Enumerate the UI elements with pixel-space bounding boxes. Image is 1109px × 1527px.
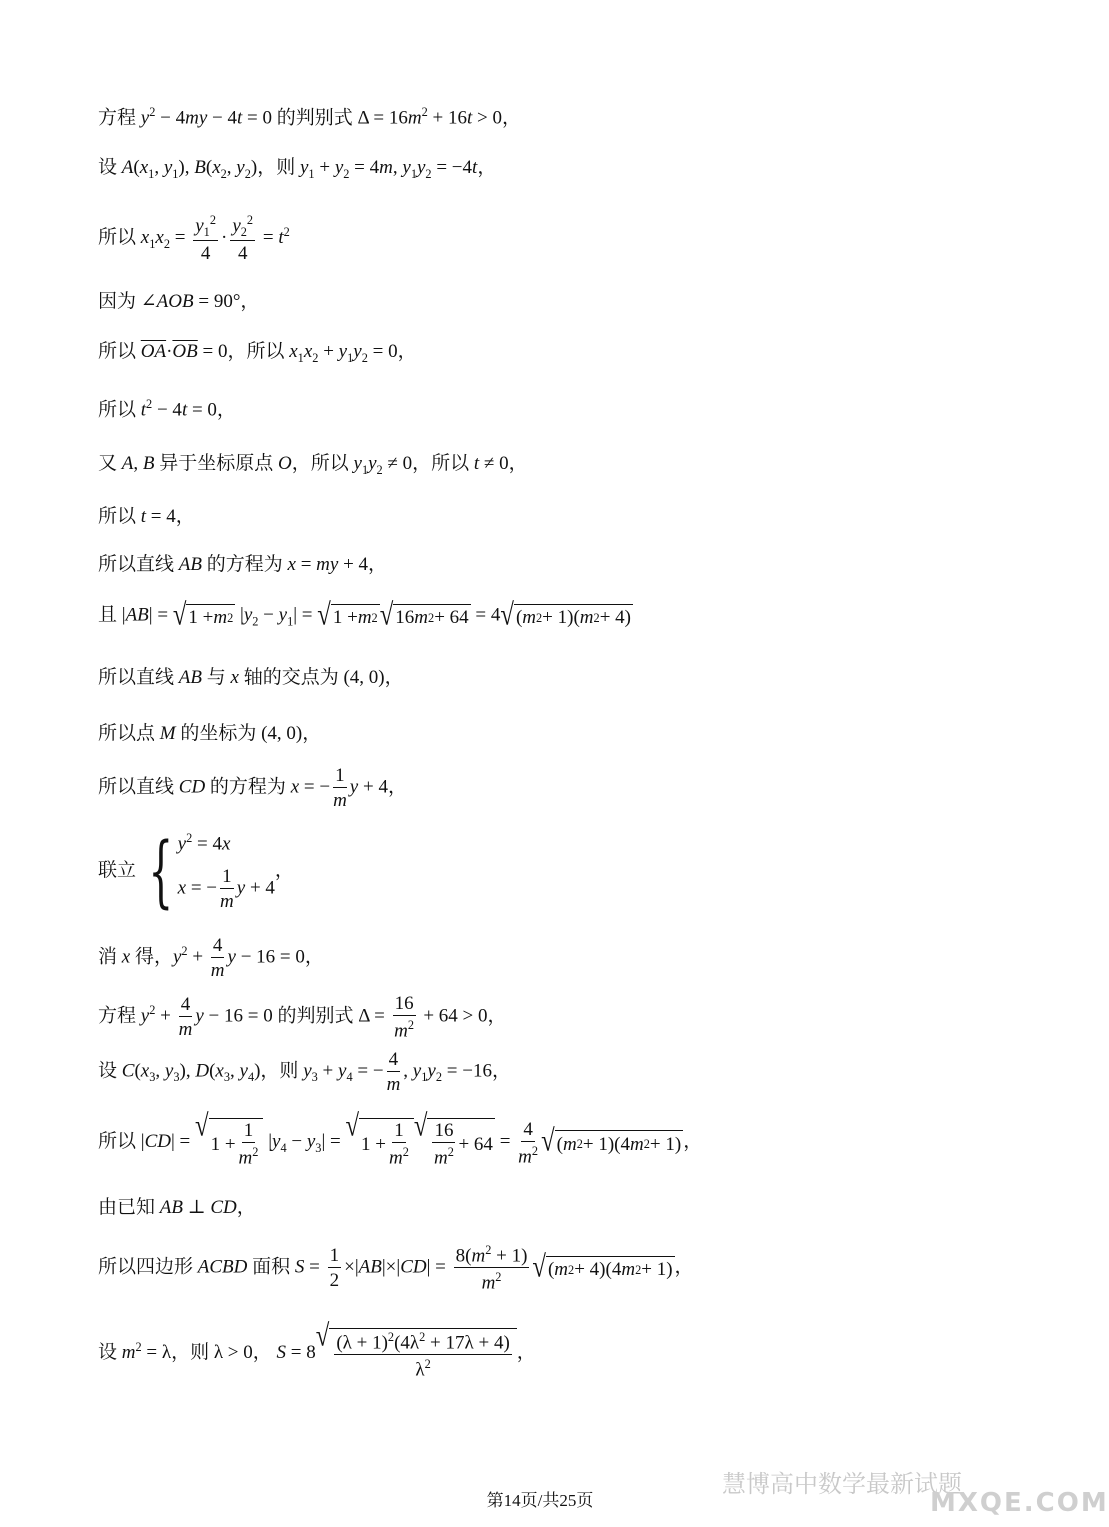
watermark-text: 慧博高中数学最新试题 — [722, 1470, 962, 1498]
line-13: 所以直线 CD 的方程为 x = − $\frac{1}{m}$ y + 4， — [98, 765, 407, 811]
line-18: 所以 |CD| = √ 1 + $\frac{1}{m^2}$ $|y_4 - y_3|$ = √ 1 + $\frac{1}{m^2}$ √ $\frac{16}{m^2}$ + 64 = $\frac{4}{m^2}$ √ ( m 2 + 1)(4 m 2 + 1) ， — [98, 1109, 703, 1169]
line-1: 方程 $y^2 - 4my - 4t = 0$ 的判别式 $\Delta = 16m^2 + 16t > 0$， — [98, 105, 521, 129]
line-14: 联立 { $y^2 = 4x$ x = − $\frac{1}{m}$ y + 4 ， — [98, 826, 294, 917]
line-7: 又 A, B 异于坐标原点 O，所以 $y_1y_2 \ne 0$，所以 t ≠ 0， — [98, 453, 528, 477]
line-20: 所以四边形 ACBD 面积 S = $\frac{1}{2}$ ×|AB|×|CD| = $\frac{8(m^2 + 1)}{m^2}$ √ ( m 2 + 4)(4 m 2 + 1) ， — [98, 1243, 694, 1294]
line-4: 因为 ∠AOB = 90°， — [98, 291, 260, 312]
line-2: 设 $A(x_1$, $y_1$), $B(x_2$, $y_2$)，则 $y_1 + y_2 = 4m$, $y_1y_2 = -4t$， — [98, 157, 497, 181]
line-21: 设 $m^2 = \lambda$，则 λ > 0， S = 8 √ $\frac{(\lambda + 1)^2(4\lambda^2 + 17\lambda + 4)}{\lambda^2}$ ， — [98, 1319, 536, 1381]
line-5: 所以 $\overline{OA}\cdot\overline{OB} = 0$，所以 $x_1x_2 + y_1y_2 = 0$， — [98, 341, 417, 365]
line-9: 所以直线 AB 的方程为 x = my + 4， — [98, 554, 388, 575]
line-19: 由已知 AB ⊥ CD， — [98, 1197, 256, 1218]
line-11: 所以直线 AB 与 x 轴的交点为 (4, 0)， — [98, 667, 404, 688]
page-footer: 第14页/共25页 — [486, 1491, 594, 1510]
line-3: 所以 $x_1x_2$ = $\frac{y_1^2}{4}$ · $\frac{y_2^2}{4}$ = $t^2$ — [98, 213, 290, 265]
line-12: 所以点 M 的坐标为 (4, 0)， — [98, 723, 322, 744]
line-17: 设 $C(x_3$, $y_3$), $D(x_3$, $y_4$)，则 $y_3 + y_4$ = − $\frac{4}{m}$ , $y_1y_2 = -16$， — [98, 1049, 511, 1095]
line-16: 方程 $y^2$ + $\frac{4}{m}$ y − 16 = 0 的判别式 Δ = $\frac{16}{m^2}$ + 64 > 0， — [98, 993, 507, 1042]
watermark-logo: MXQE.COM — [930, 1488, 1109, 1518]
line-15: 消 x 得，$y^2$ + $\frac{4}{m}$ y − 16 = 0， — [98, 935, 324, 981]
left-brace: { — [148, 826, 174, 917]
line-8: 所以 t = 4， — [98, 506, 195, 527]
line-10: 且 |AB| = √ 1 + m 2 $|y_2 - y_1|$ = √ 1 + m 2 √ 16 m 2 + 64 = 4 √ ( m 2 + 1)( m 2 + 4) — [98, 598, 631, 633]
line-6: 所以 $t^2 - 4t = 0$， — [98, 397, 236, 421]
